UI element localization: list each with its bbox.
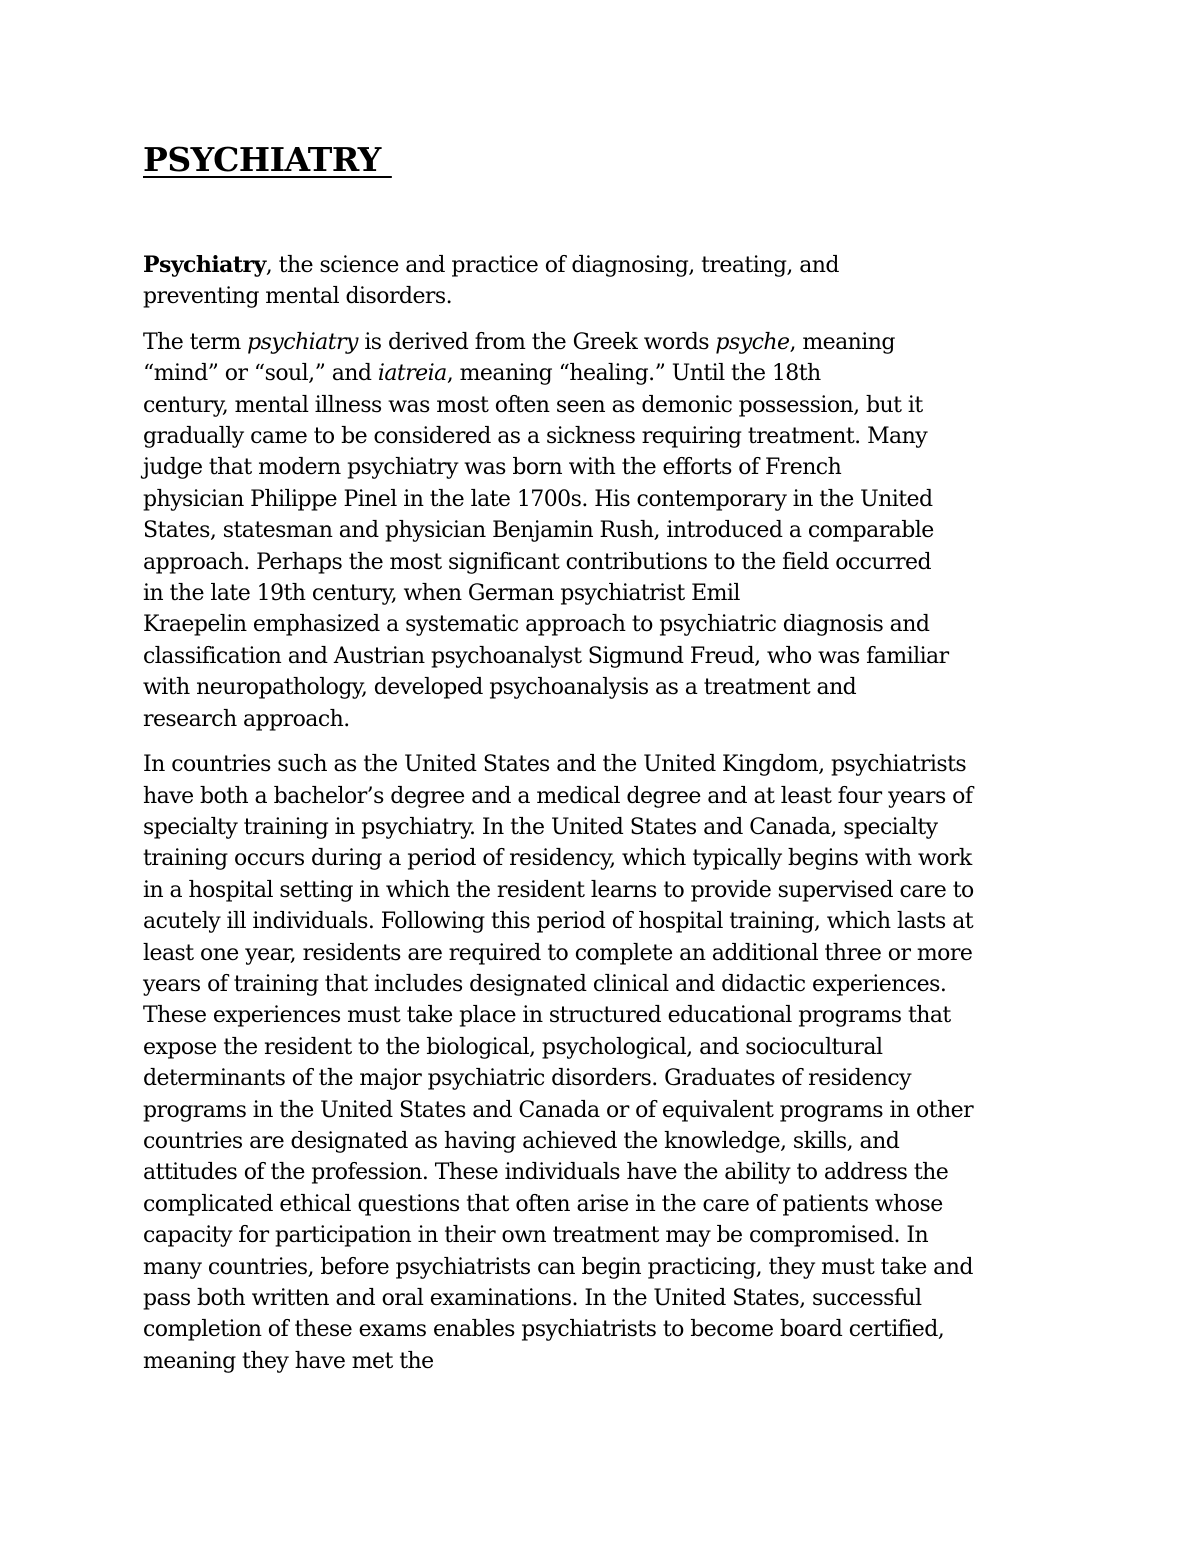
text-line: physician Philippe Pinel in the late 1700s. His contemporary in the United xyxy=(143,486,933,512)
document-title: PSYCHIATRY xyxy=(143,140,392,179)
italic-term: iatreia xyxy=(377,361,447,387)
text-line: attitudes of the profession. These individuals have the ability to address the xyxy=(143,1160,949,1186)
italic-term: psychiatry xyxy=(247,329,358,355)
text-line: determinants of the major psychiatric disorders. Graduates of residency xyxy=(143,1066,912,1092)
paragraph-training xyxy=(143,749,1063,1377)
text-line: century, mental illness was most often seen as demonic possession, but it xyxy=(143,392,923,418)
text-line xyxy=(143,358,1063,389)
text-line: training occurs during a period of residency, which typically begins with work xyxy=(143,846,972,872)
text-line: meaning they have met the xyxy=(143,1348,434,1374)
text-line: years of training that includes designated clinical and didactic experiences. xyxy=(143,971,947,997)
text-line: capacity for participation in their own treatment may be compromised. In xyxy=(143,1223,929,1249)
text-line xyxy=(143,250,1063,281)
text-line: preventing mental disorders. xyxy=(143,284,453,310)
text-run: , meaning “healing.” Until the 18th xyxy=(446,361,821,387)
text-line: in a hospital setting in which the resident learns to provide supervised care to xyxy=(143,877,974,903)
text-line: gradually came to be considered as a sickness requiring treatment. Many xyxy=(143,424,928,450)
text-run: is derived from the Greek words xyxy=(357,329,716,355)
text-line: In countries such as the United States and the United Kingdom, psychiatrists xyxy=(143,752,967,778)
text-line: These experiences must take place in structured educational programs that xyxy=(143,1003,951,1029)
text-run: “mind” or “soul,” and xyxy=(143,361,378,387)
text-line: completion of these exams enables psychiatrists to become board certified, xyxy=(143,1317,945,1343)
text-run: , the science and practice of diagnosing, treating, and xyxy=(265,253,839,278)
text-line xyxy=(143,327,1063,358)
text-line: classification and Austrian psychoanalyst Sigmund Freud, who was familiar xyxy=(143,643,949,669)
text-line: Kraepelin emphasized a systematic approach to psychiatric diagnosis and xyxy=(143,612,930,638)
text-line: complicated ethical questions that often arise in the care of patients whose xyxy=(143,1191,943,1217)
text-line: acutely ill individuals. Following this period of hospital training, which lasts at xyxy=(143,909,974,935)
text-line: countries are designated as having achieved the knowledge, skills, and xyxy=(143,1128,900,1154)
text-run: , meaning xyxy=(789,329,895,355)
text-line: with neuropathology, developed psychoanalysis as a treatment and xyxy=(143,675,857,701)
text-line: approach. Perhaps the most significant contributions to the field occurred xyxy=(143,549,931,575)
text-run: The term xyxy=(143,329,248,355)
paragraph-history xyxy=(143,327,1063,735)
text-line: research approach. xyxy=(143,706,350,732)
text-line: specialty training in psychiatry. In the United States and Canada, specialty xyxy=(143,814,938,840)
text-line: judge that modern psychiatry was born with the efforts of French xyxy=(143,455,842,481)
text-line: programs in the United States and Canada or of equivalent programs in other xyxy=(143,1097,974,1123)
text-line: least one year, residents are required to complete an additional three or more xyxy=(143,940,973,966)
italic-term: psyche xyxy=(715,329,790,355)
bold-term: Psychiatry xyxy=(143,252,266,278)
text-line: expose the resident to the biological, psychological, and sociocultural xyxy=(143,1034,883,1060)
text-line: many countries, before psychiatrists can begin practicing, they must take and xyxy=(143,1254,973,1280)
text-line: have both a bachelor’s degree and a medical degree and at least four years of xyxy=(143,783,973,809)
paragraph-definition xyxy=(143,250,1063,313)
document-body xyxy=(143,250,1063,1391)
text-line: States, statesman and physician Benjamin Rush, introduced a comparable xyxy=(143,518,934,544)
text-line: in the late 19th century, when German psychiatrist Emil xyxy=(143,581,740,607)
text-line: pass both written and oral examinations. In the United States, successful xyxy=(143,1286,922,1311)
